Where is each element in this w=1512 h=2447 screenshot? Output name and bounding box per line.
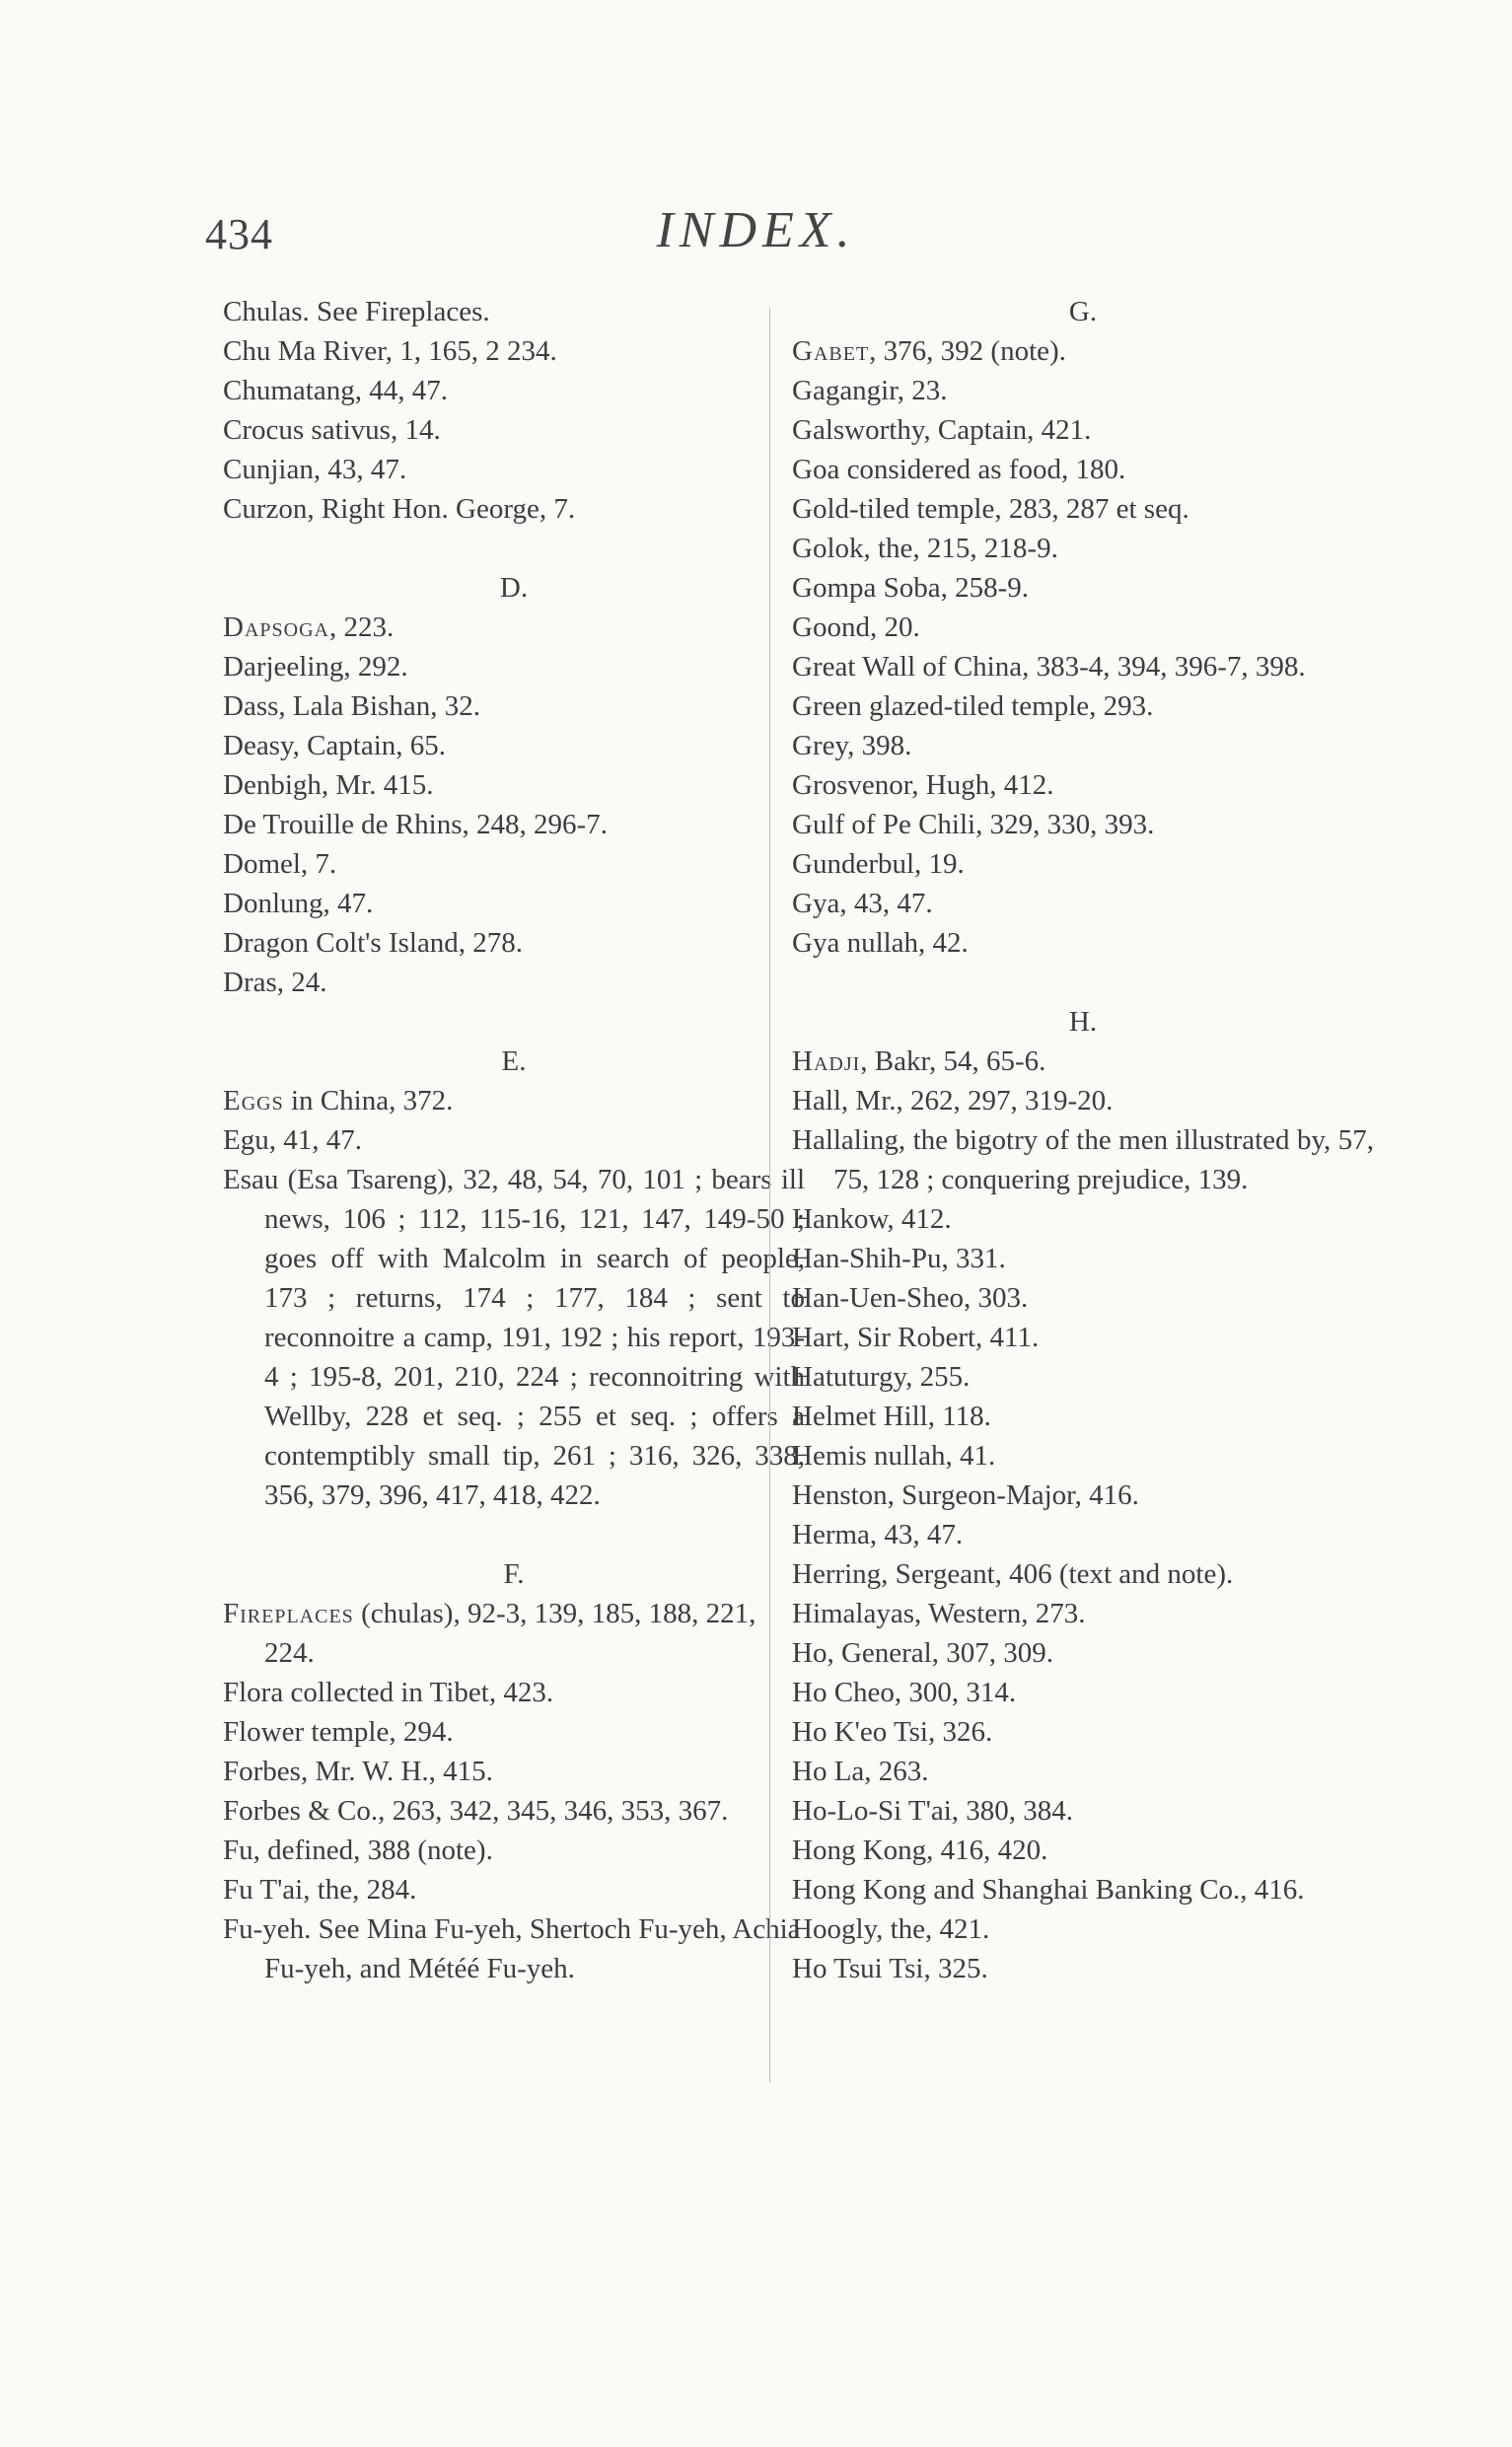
- entry-text: (chulas), 92-3, 139, 185, 188, 221, 224.: [264, 1598, 756, 1669]
- index-entry: Himalayas, Western, 273.: [792, 1598, 1086, 1629]
- entry-text: , 376, 392 (note).: [869, 335, 1066, 367]
- index-entry: [792, 1042, 1374, 1081]
- index-entry: Gompa Soba, 258-9.: [792, 572, 1030, 604]
- index-entry: Hatuturgy, 255.: [792, 1361, 971, 1393]
- index-entry: [223, 608, 805, 647]
- entry-lead-word: Fireplaces: [223, 1598, 354, 1629]
- index-entry: Helmet Hill, 118.: [792, 1401, 991, 1432]
- section-letter: H.: [1068, 1006, 1098, 1038]
- index-entry: Flower temple, 294.: [223, 1716, 454, 1748]
- index-entry: Denbigh, Mr. 415.: [223, 769, 434, 801]
- index-entry: Hoogly, the, 421.: [792, 1913, 990, 1945]
- index-entry: [223, 1081, 805, 1120]
- index-entry: Chulas. See Fireplaces.: [223, 296, 490, 327]
- index-entry: Gunderbul, 19.: [792, 848, 965, 880]
- index-entry: Forbes, Mr. W. H., 415.: [223, 1756, 493, 1787]
- index-entry: Flora collected in Tibet, 423.: [223, 1677, 554, 1708]
- entry-text: , 223.: [328, 612, 395, 643]
- column-divider: [769, 308, 770, 2083]
- section-letter: F.: [503, 1558, 525, 1590]
- index-entry: Chu Ma River, 1, 165, 2 234.: [223, 335, 557, 367]
- index-entry: Dragon Colt's Island, 278.: [223, 927, 524, 959]
- index-entry: De Trouille de Rhins, 248, 296-7.: [223, 809, 608, 840]
- section-letter: E.: [501, 1045, 527, 1077]
- index-entry: Ho-Lo-Si T'ai, 380, 384.: [792, 1795, 1074, 1827]
- index-entry: Ho K'eo Tsi, 326.: [792, 1716, 993, 1748]
- entry-lead-word: Hadji: [792, 1045, 861, 1077]
- index-column-right: [792, 292, 1374, 1988]
- entry-lead-word: Dapsoga: [223, 612, 329, 643]
- index-entry: Henston, Surgeon-Major, 416.: [792, 1479, 1139, 1511]
- index-entry: Gya, 43, 47.: [792, 888, 933, 919]
- index-entry: Hart, Sir Robert, 411.: [792, 1322, 1040, 1353]
- index-entry: Dass, Lala Bishan, 32.: [223, 690, 480, 722]
- entry-text: , Bakr, 54, 65-6.: [860, 1045, 1046, 1077]
- index-entry: Ho La, 263.: [792, 1756, 929, 1787]
- index-entry: Hallaling, the bigotry of the men illustrated by, 57, 75, 128 ; conquering prejudice, 139.: [792, 1124, 1374, 1195]
- section-letter: G.: [1068, 296, 1098, 327]
- index-entry: Hong Kong and Shanghai Banking Co., 416.: [792, 1874, 1305, 1906]
- index-entry: Deasy, Captain, 65.: [223, 730, 447, 761]
- index-entry: Han-Uen-Sheo, 303.: [792, 1282, 1029, 1314]
- index-entry: Esau (Esa Tsareng), 32, 48, 54, 70, 101 ; bears ill news, 106 ; 112, 115-16, 121, 147, 149-50 ; goes off with Malcolm in search of people, 173 ; returns, 174 ; 177, 184 ; sent to reconnoitre a camp, 191, 192 ; his report, 193-4 ; 195-8, 201, 210, 224 ; reconnoitring with Wellby, 228 et seq. ; 255 et seq. ; offers a contemptibly small tip, 261 ; 316, 326, 338, 356, 379, 396, 417, 418, 422.: [223, 1164, 805, 1511]
- index-entry: Donlung, 47.: [223, 888, 374, 919]
- entry-text: in China, 372.: [283, 1085, 454, 1116]
- index-entry: Cunjian, 43, 47.: [223, 454, 407, 485]
- index-entry: Gold-tiled temple, 283, 287 et seq.: [792, 493, 1189, 525]
- index-entry: Egu, 41, 47.: [223, 1124, 362, 1156]
- index-entry: Hall, Mr., 262, 297, 319-20.: [792, 1085, 1114, 1116]
- index-entry: Fu, defined, 388 (note).: [223, 1835, 493, 1866]
- index-entry: Ho, General, 307, 309.: [792, 1637, 1053, 1669]
- index-column-left: [223, 292, 805, 1988]
- index-entry: Herma, 43, 47.: [792, 1519, 964, 1550]
- index-entry: Ho Tsui Tsi, 325.: [792, 1953, 988, 1984]
- index-entry: Goond, 20.: [792, 612, 920, 643]
- page-number: 434: [205, 210, 273, 258]
- index-entry: Gagangir, 23.: [792, 375, 948, 406]
- index-entry: Green glazed-tiled temple, 293.: [792, 690, 1154, 722]
- index-entry: Ho Cheo, 300, 314.: [792, 1677, 1017, 1708]
- index-entry: Forbes & Co., 263, 342, 345, 346, 353, 367.: [223, 1795, 729, 1827]
- index-entry: Galsworthy, Captain, 421.: [792, 414, 1092, 446]
- index-entry: [792, 331, 1374, 371]
- index-entry: Darjeeling, 292.: [223, 651, 408, 683]
- index-entry: Hankow, 412.: [792, 1203, 952, 1235]
- entry-lead-word: Eggs: [223, 1085, 284, 1116]
- index-entry: Golok, the, 215, 218-9.: [792, 533, 1058, 564]
- section-letter: D.: [499, 572, 529, 604]
- index-entry: Chumatang, 44, 47.: [223, 375, 448, 406]
- index-entry: Gulf of Pe Chili, 329, 330, 393.: [792, 809, 1155, 840]
- page-title: INDEX.: [656, 202, 856, 258]
- index-entry: [223, 1594, 805, 1673]
- index-entry: Hemis nullah, 41.: [792, 1440, 996, 1472]
- index-entry: Fu-yeh. See Mina Fu-yeh, Shertoch Fu-yeh, Achia Fu-yeh, and Météé Fu-yeh.: [223, 1913, 801, 1984]
- index-entry: Hong Kong, 416, 420.: [792, 1835, 1048, 1866]
- index-entry: Han-Shih-Pu, 331.: [792, 1243, 1006, 1274]
- index-entry: Grey, 398.: [792, 730, 912, 761]
- index-entry: Fu T'ai, the, 284.: [223, 1874, 417, 1906]
- index-entry: Great Wall of China, 383-4, 394, 396-7, 398.: [792, 651, 1306, 683]
- index-entry: Domel, 7.: [223, 848, 337, 880]
- index-entry: Goa considered as food, 180.: [792, 454, 1126, 485]
- index-entry: Curzon, Right Hon. George, 7.: [223, 493, 576, 525]
- index-entry: Dras, 24.: [223, 967, 327, 998]
- index-entry: Gya nullah, 42.: [792, 927, 969, 959]
- index-entry: Grosvenor, Hugh, 412.: [792, 769, 1054, 801]
- entry-lead-word: Gabet: [792, 335, 870, 367]
- index-entry: Herring, Sergeant, 406 (text and note).: [792, 1558, 1234, 1590]
- index-entry: Crocus sativus, 14.: [223, 414, 441, 446]
